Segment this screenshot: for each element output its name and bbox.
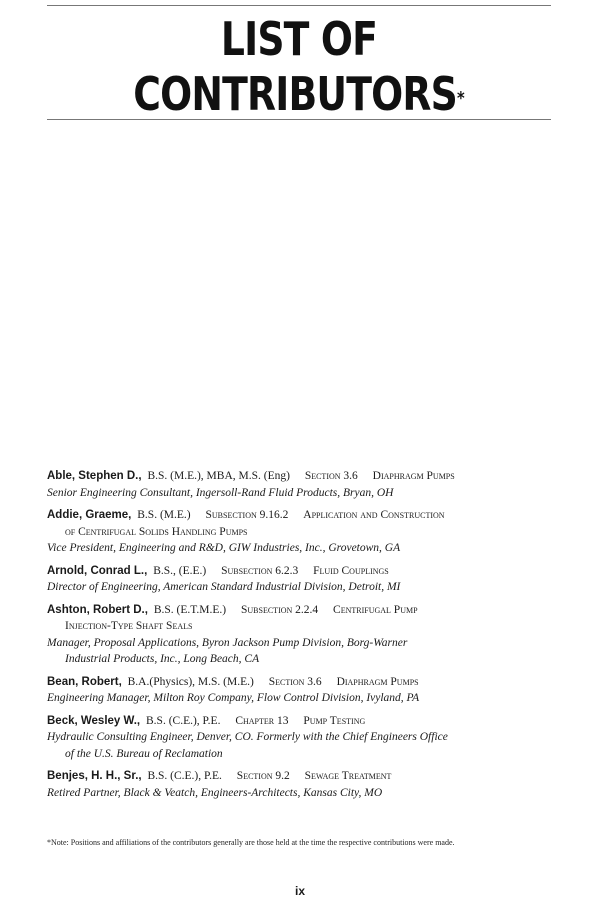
top-rule <box>47 5 551 6</box>
contributor-entry <box>47 602 567 668</box>
contributor-entry <box>47 507 567 557</box>
footnote-mark: * <box>456 88 465 109</box>
contributor-name: Ashton, Robert D., <box>47 603 148 616</box>
contributor-section: Chapter 13 <box>235 714 289 727</box>
contributor-section-title: Diaphragm Pumps <box>372 470 455 482</box>
contributor-affiliation: Engineering Manager, Milton Roy Company, Flow Control Division, Ivyland, PA <box>47 692 420 704</box>
contributor-section: Section 9.2 <box>236 770 290 782</box>
contributor-degrees: B.A.(Physics), M.S. (M.E.) <box>127 675 254 688</box>
contributor-affiliation: Hydraulic Consulting Engineer, Denver, CO. Formerly with the Chief Engineers Office <box>47 731 448 743</box>
title-line-1: LIST OF <box>220 12 378 66</box>
contributor-section: Section 3.6 <box>304 470 358 482</box>
contributor-affiliation: Director of Engineering, American Standard Industrial Division, Detroit, MI <box>47 581 401 593</box>
contributor-name: Benjes, H. H., Sr., <box>47 770 142 782</box>
contributor-section-title: Application and Construction <box>303 509 445 521</box>
contributor-entry <box>47 468 567 501</box>
contributor-section: Subsection 9.16.2 <box>205 509 289 521</box>
contributor-name: Bean, Robert, <box>47 675 122 688</box>
contributor-degrees: B.S. (C.E.), P.E. <box>146 714 221 727</box>
contributor-section-title: Fluid Couplings <box>313 564 389 577</box>
page-title <box>92 12 505 122</box>
contributor-entry <box>47 674 567 707</box>
contributor-degrees: B.S. (M.E.), MBA, M.S. (Eng) <box>147 470 290 482</box>
contributor-section-title: Centrifugal Pump <box>333 603 418 616</box>
contributor-degrees: B.S., (E.E.) <box>153 564 207 577</box>
contributor-name: Addie, Graeme, <box>47 509 132 521</box>
footnote: *Note: Positions and affiliations of the contributors generally are those held at the time the respective contributions were made. <box>47 838 455 847</box>
contributor-entry <box>47 713 567 763</box>
contributor-entry <box>47 768 567 801</box>
contributor-degrees: B.S. (E.T.M.E.) <box>153 603 227 616</box>
contributor-affiliation: Retired Partner, Black & Veatch, Engineers-Architects, Kansas City, MO <box>47 786 383 799</box>
title-bottom-rule <box>47 119 551 120</box>
contributor-affiliation-cont: of the U.S. Bureau of Reclamation <box>65 747 223 760</box>
contributor-degrees: B.S. (M.E.) <box>137 509 191 521</box>
contributor-entry <box>47 563 567 596</box>
contributor-section-title: Pump Testing <box>303 714 366 727</box>
contributor-section-title-cont: of Centrifugal Solids Handling Pumps <box>65 525 248 538</box>
contributor-section-title-cont: Injection-Type Shaft Seals <box>65 620 193 632</box>
contributor-degrees: B.S. (C.E.), P.E. <box>147 770 222 782</box>
contributor-name: Arnold, Conrad L., <box>47 564 148 577</box>
contributor-section-title: Sewage Treatment <box>304 770 392 782</box>
contributor-section: Subsection 6.2.3 <box>221 564 299 577</box>
contributor-section: Subsection 2.2.4 <box>241 603 319 616</box>
contributor-affiliation: Senior Engineering Consultant, Ingersoll-Rand Fluid Products, Bryan, OH <box>47 486 394 499</box>
contributor-name: Able, Stephen D., <box>47 470 142 482</box>
contributor-affiliation-cont: Industrial Products, Inc., Long Beach, CA <box>65 653 260 665</box>
page-number: ix <box>294 884 305 898</box>
contributor-affiliation: Vice President, Engineering and R&D, GIW Industries, Inc., Grovetown, GA <box>47 542 401 554</box>
contributor-name: Beck, Wesley W., <box>47 714 141 727</box>
contributor-section-title: Diaphragm Pumps <box>336 675 419 688</box>
contributor-list <box>47 468 567 807</box>
contributor-affiliation: Manager, Proposal Applications, Byron Jackson Pump Division, Borg-Warner <box>47 636 408 649</box>
title-line-2: CONTRIBUTORS <box>133 67 457 121</box>
contributor-section: Section 3.6 <box>268 675 322 688</box>
